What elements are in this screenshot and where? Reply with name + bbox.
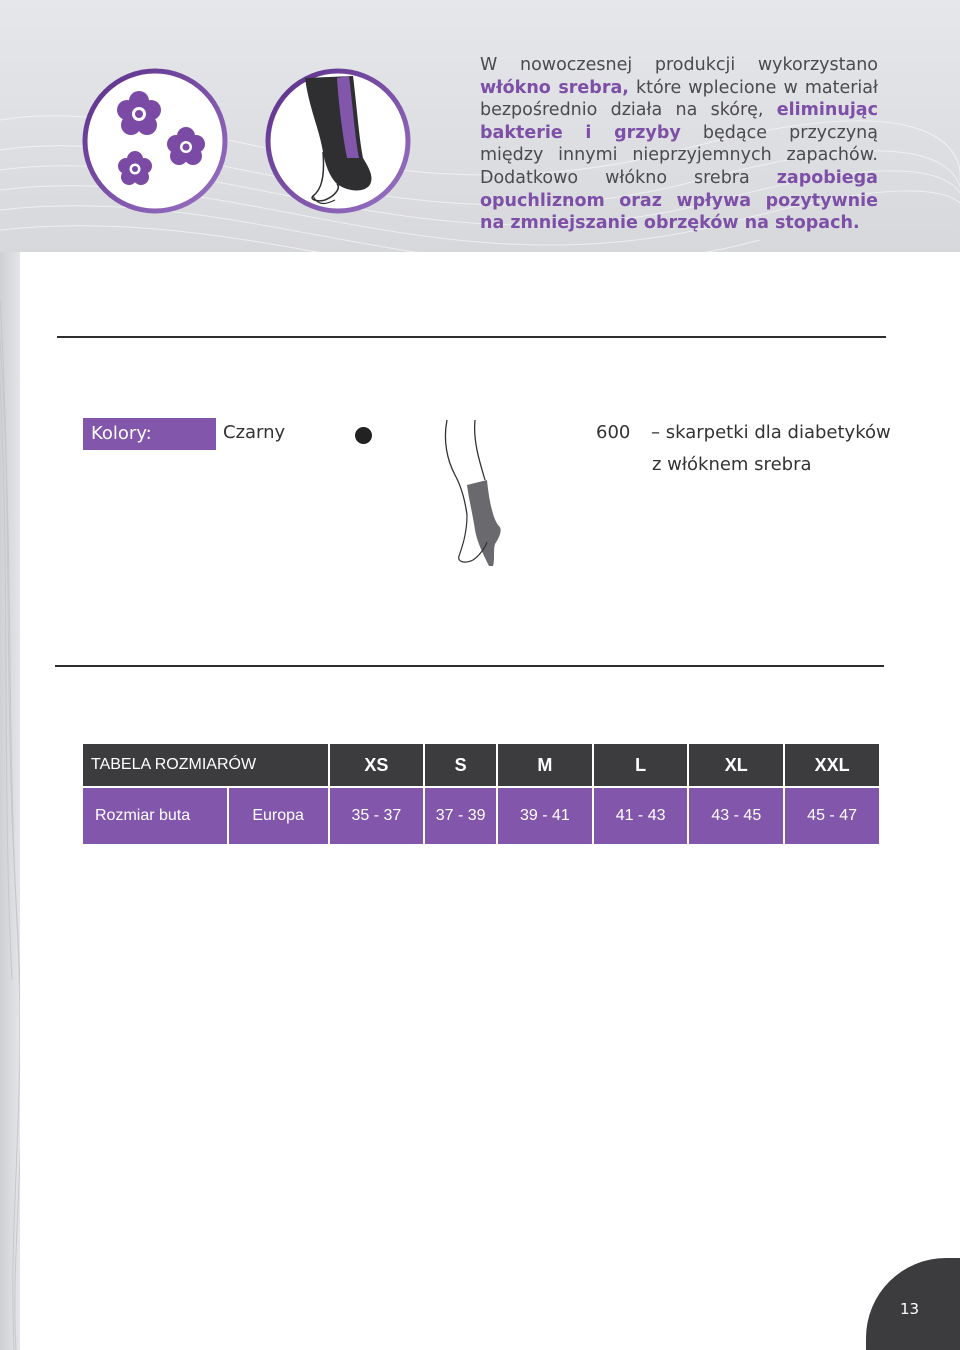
size-value-s: 37 - 39 (424, 787, 497, 845)
product-description-line1: – skarpetki dla diabetyków (651, 422, 891, 443)
product-description-line2: z włóknem srebra (652, 454, 812, 475)
size-header-l: L (593, 743, 689, 787)
size-header-xs: XS (329, 743, 425, 787)
size-header-m: M (497, 743, 593, 787)
leg-sock-circle-icon (265, 68, 411, 214)
divider-top (57, 336, 886, 338)
intro-highlight-swelling: zapobiega opuchliznom oraz wpływa pozytywnie na zmniejszanie obrzęków na stopach. (480, 167, 878, 234)
intro-text-2: które wplecione w materiał bezpośrednio działa na skórę, (480, 77, 878, 121)
color-name: Czarny (223, 422, 286, 443)
intro-highlight-bacteria: eliminując bakterie i grzyby (480, 100, 878, 143)
size-header-s: S (424, 743, 497, 787)
size-header-xl: XL (688, 743, 784, 787)
size-value-m: 39 - 41 (497, 787, 593, 845)
color-swatch (355, 427, 372, 444)
size-value-l: 41 - 43 (593, 787, 689, 845)
flower-circle-icon (82, 68, 228, 214)
colors-label: Kolory: (83, 418, 216, 450)
table-row (82, 787, 880, 845)
size-value-xl: 43 - 45 (688, 787, 784, 845)
size-value-xxl: 45 - 47 (784, 787, 880, 845)
size-table-header (82, 743, 880, 787)
sock-illustration-icon (437, 420, 507, 568)
size-value-xs: 35 - 37 (329, 787, 425, 845)
intro-text-3: będące przyczyną między innymi nieprzyjemnych zapachów. Dodatkowo włókno srebra (480, 122, 878, 188)
intro-text-1: W nowoczesnej produkcji wykorzystano (480, 55, 878, 75)
intro-paragraph (480, 54, 878, 235)
page-number: 13 (900, 1300, 920, 1318)
size-table (81, 742, 881, 846)
left-margin-strip (0, 252, 20, 1350)
row-region: Europa (228, 787, 329, 845)
size-header-xxl: XXL (784, 743, 880, 787)
divider-bottom (55, 665, 884, 667)
product-code: 600 (596, 422, 631, 443)
size-table-title: TABELA ROZMIARÓW (82, 743, 329, 787)
row-label: Rozmiar buta (82, 787, 228, 845)
intro-highlight-silver-fiber: włókno srebra, (480, 77, 629, 98)
